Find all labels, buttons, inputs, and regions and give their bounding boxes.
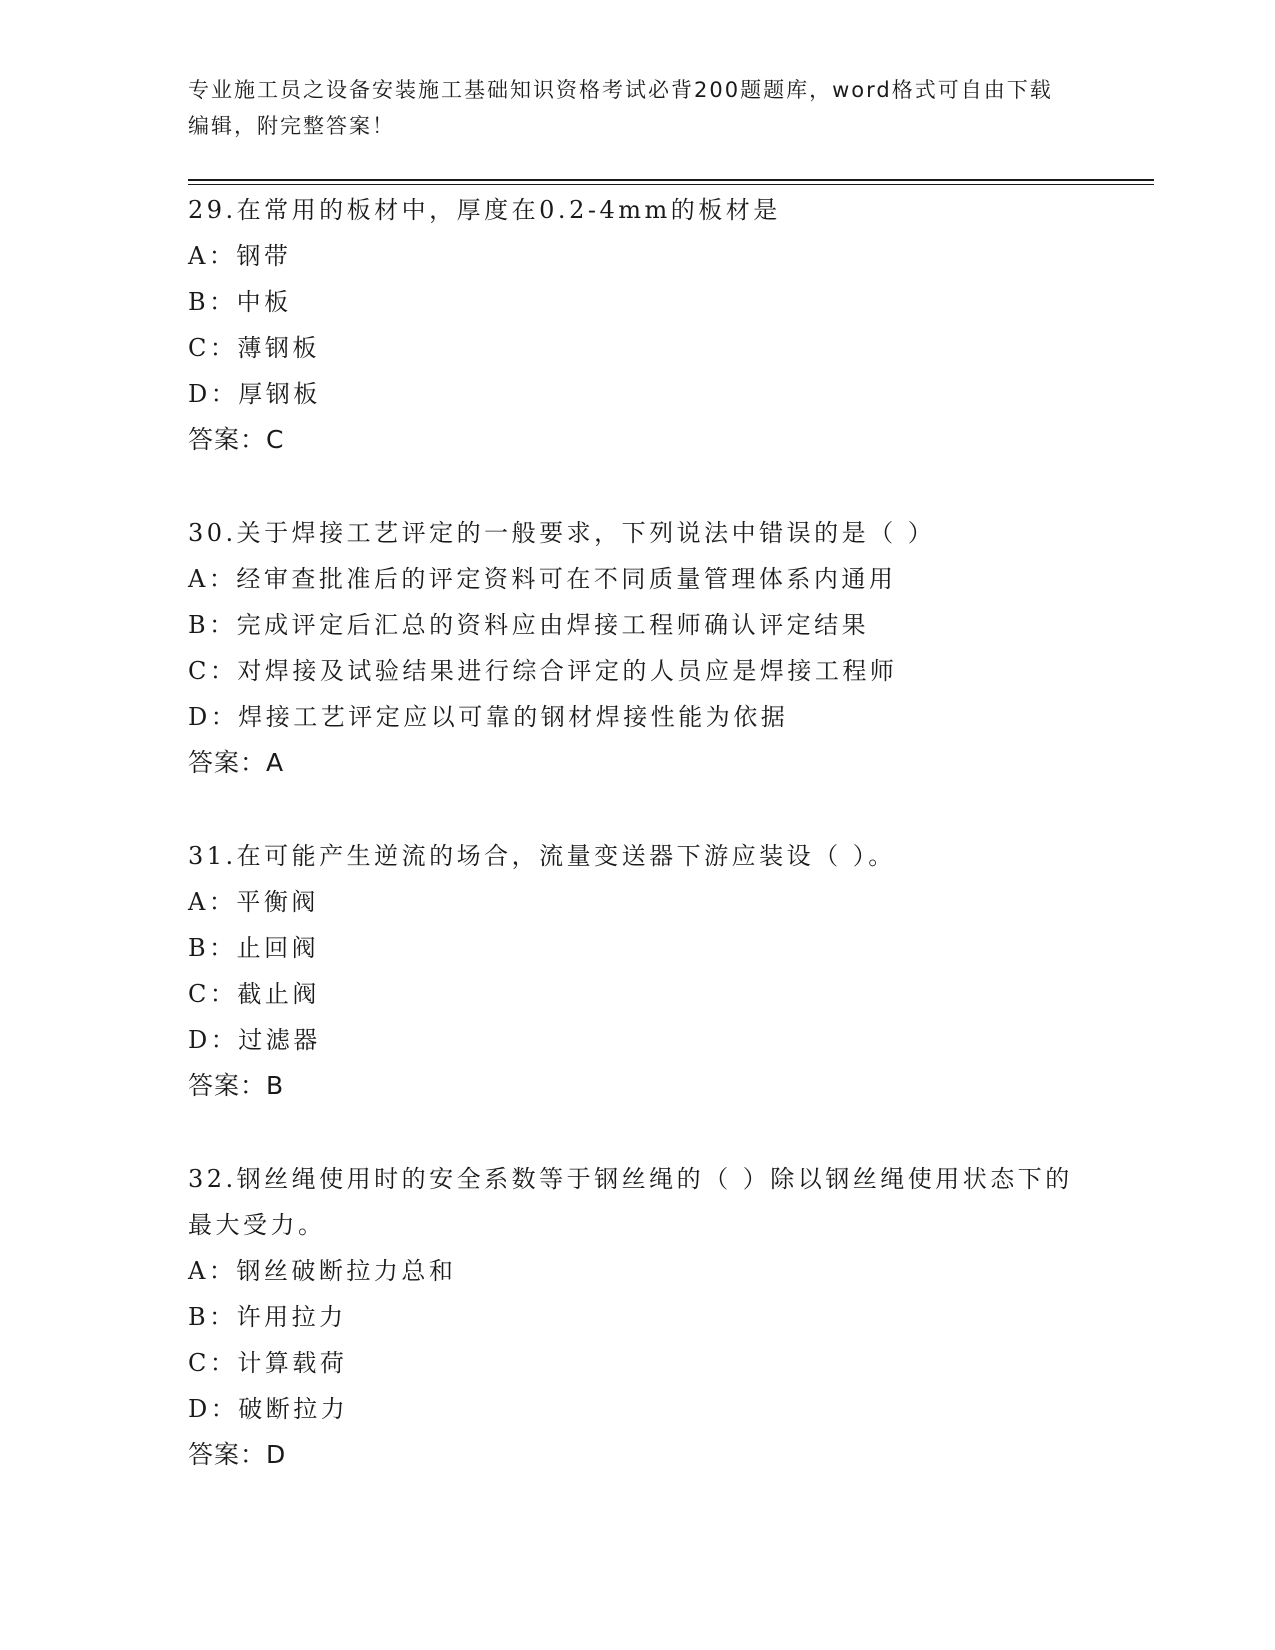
option-a: A：经审查批准后的评定资料可在不同质量管理体系内通用: [188, 565, 897, 593]
option-d: D：过滤器: [188, 1026, 321, 1054]
answer-line: 答案：C: [188, 425, 285, 454]
question-29: [188, 187, 1088, 463]
option-d: D：焊接工艺评定应以可靠的钢材焊接性能为依据: [188, 703, 789, 731]
option-c: C：对焊接及试验结果进行综合评定的人员应是焊接工程师: [188, 657, 898, 685]
document-header: [188, 72, 1068, 144]
question-text: 31.在可能产生逆流的场合，流量变送器下游应装设（ ）。: [188, 842, 896, 870]
option-c: C：计算载荷: [188, 1349, 348, 1377]
option-b: B：中板: [188, 288, 292, 316]
question-text: 30.关于焊接工艺评定的一般要求，下列说法中错误的是（ ）: [188, 519, 936, 547]
option-c: C：薄钢板: [188, 334, 320, 362]
option-b: B：止回阀: [188, 934, 320, 962]
option-c: C：截止阀: [188, 980, 320, 1008]
document-title: 专业施工员之设备安装施工基础知识资格考试必背200题题库，word格式可自由下载编辑，附完整答案！: [188, 78, 1053, 138]
option-b: B：许用拉力: [188, 1303, 347, 1331]
question-31: [188, 833, 1088, 1109]
question-32: [188, 1156, 1088, 1478]
answer-line: 答案：A: [188, 748, 285, 777]
question-text: 32.钢丝绳使用时的安全系数等于钢丝绳的（ ）除以钢丝绳使用状态下的最大受力。: [188, 1165, 1073, 1239]
option-d: D：破断拉力: [188, 1395, 349, 1423]
option-d: D：厚钢板: [188, 380, 321, 408]
question-30: [188, 510, 1088, 786]
question-text: 29.在常用的板材中，厚度在0.2-4mm的板材是: [188, 196, 781, 224]
answer-line: 答案：D: [188, 1440, 287, 1469]
option-a: A：钢丝破断拉力总和: [188, 1257, 457, 1285]
option-a: A：平衡阀: [188, 888, 319, 916]
header-divider-thin: [188, 184, 1154, 185]
question-list: [188, 187, 1088, 1525]
answer-line: 答案：B: [188, 1071, 285, 1100]
option-b: B：完成评定后汇总的资料应由焊接工程师确认评定结果: [188, 611, 870, 639]
header-divider: [188, 179, 1154, 181]
option-a: A：钢带: [188, 242, 292, 270]
